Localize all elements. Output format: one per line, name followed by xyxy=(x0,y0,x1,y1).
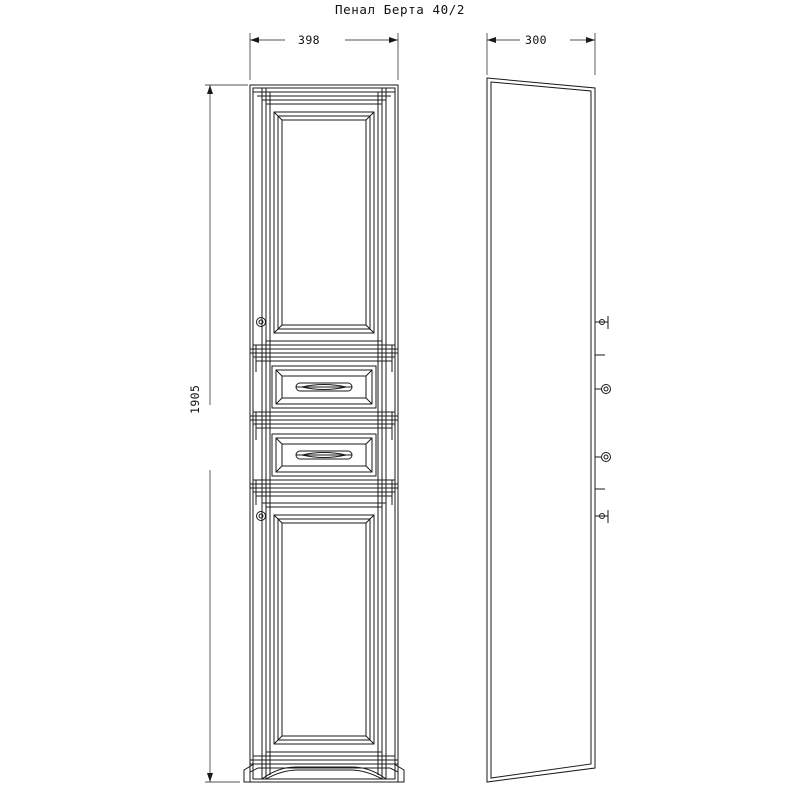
dimension-lines xyxy=(205,33,595,782)
dimension-label-width-front: 398 xyxy=(298,33,320,47)
hinge-top xyxy=(595,316,608,329)
dimension-label-depth-side: 300 xyxy=(525,33,547,47)
knob-lower xyxy=(595,453,611,462)
lower-door-knob xyxy=(257,512,266,521)
front-view xyxy=(244,85,404,782)
lower-door-panel xyxy=(262,503,386,756)
dimension-label-height: 1905 xyxy=(188,384,202,414)
side-view xyxy=(487,78,611,782)
upper-door-knob xyxy=(257,318,266,327)
drawer-1 xyxy=(272,366,376,408)
drawer-2 xyxy=(272,434,376,476)
upper-door-panel xyxy=(262,100,386,345)
drawer-2-handle xyxy=(296,451,352,459)
knob-upper xyxy=(595,385,611,394)
drawer-1-handle xyxy=(296,383,352,391)
drawing-title: Пенал Берта 40/2 xyxy=(334,2,465,17)
hinge-bottom xyxy=(595,510,608,523)
